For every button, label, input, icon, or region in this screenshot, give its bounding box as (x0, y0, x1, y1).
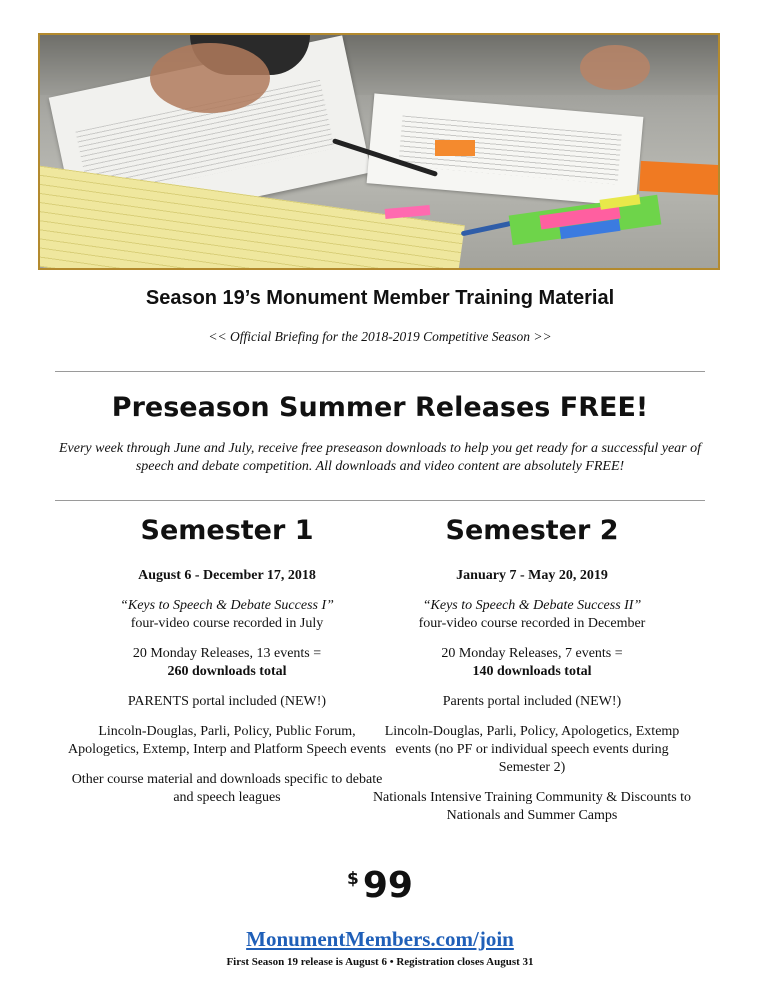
course-title: “Keys to Speech & Debate Success II” (422, 598, 642, 613)
photo-hand (150, 43, 270, 113)
photo-hand (580, 45, 650, 90)
divider (55, 500, 705, 501)
photo-sticky-note (435, 140, 475, 156)
releases-info (67, 645, 387, 681)
semester-2-column (372, 513, 692, 837)
semester-1-column (67, 513, 387, 819)
semester-title: Semester 2 (445, 515, 619, 546)
join-link[interactable]: MonumentMembers.com/join (246, 927, 514, 951)
page-title: Season 19’s Monument Member Training Material (145, 287, 615, 309)
photo-sticky-note (639, 161, 720, 195)
extra-info: Other course material and downloads specific to debate and speech leagues (71, 772, 383, 805)
events-info: Lincoln-Douglas, Parli, Policy, Apologetics, Extemp events (no PF or individual speech events during Semester 2) (384, 724, 680, 775)
divider (55, 371, 705, 372)
photo-sticky-note (385, 205, 431, 219)
releases-count: 20 Monday Releases, 13 events = (132, 646, 322, 661)
currency-symbol: $ (347, 869, 359, 889)
portal-info: PARENTS portal included (NEW!) (127, 694, 327, 709)
footer-note: First Season 19 release is August 6 • Registration closes August 31 (226, 956, 534, 968)
course-info (372, 597, 692, 633)
downloads-total: 140 downloads total (472, 664, 592, 679)
course-description: four-video course recorded in July (130, 616, 324, 631)
downloads-total: 260 downloads total (167, 664, 287, 679)
releases-info (372, 645, 692, 681)
events-info: Lincoln-Douglas, Parli, Policy, Public Forum, Apologetics, Extemp, Interp and Platform Speech events (67, 724, 387, 757)
extra-info: Nationals Intensive Training Community & Discounts to Nationals and Summer Camps (372, 790, 692, 823)
hero-photo (38, 33, 720, 270)
page-subtitle: << Official Briefing for the 2018-2019 Competitive Season >> (208, 329, 552, 344)
course-description: four-video course recorded in December (418, 616, 646, 631)
semester-title: Semester 1 (140, 515, 314, 546)
price-amount: 99 (362, 865, 413, 906)
price (0, 865, 760, 906)
semester-dates: January 7 - May 20, 2019 (456, 568, 608, 583)
course-title: “Keys to Speech & Debate Success I” (120, 598, 334, 613)
course-info (67, 597, 387, 633)
preseason-heading: Preseason Summer Releases FREE! (111, 392, 649, 423)
releases-count: 20 Monday Releases, 7 events = (441, 646, 623, 661)
portal-info: Parents portal included (NEW!) (442, 694, 622, 709)
semester-dates: August 6 - December 17, 2018 (138, 568, 316, 583)
preseason-intro: Every week through June and July, receive free preseason downloads to help you get ready for a successful year of speech and debate competition. All downloads and video content are absolutely FREE! (58, 441, 701, 474)
